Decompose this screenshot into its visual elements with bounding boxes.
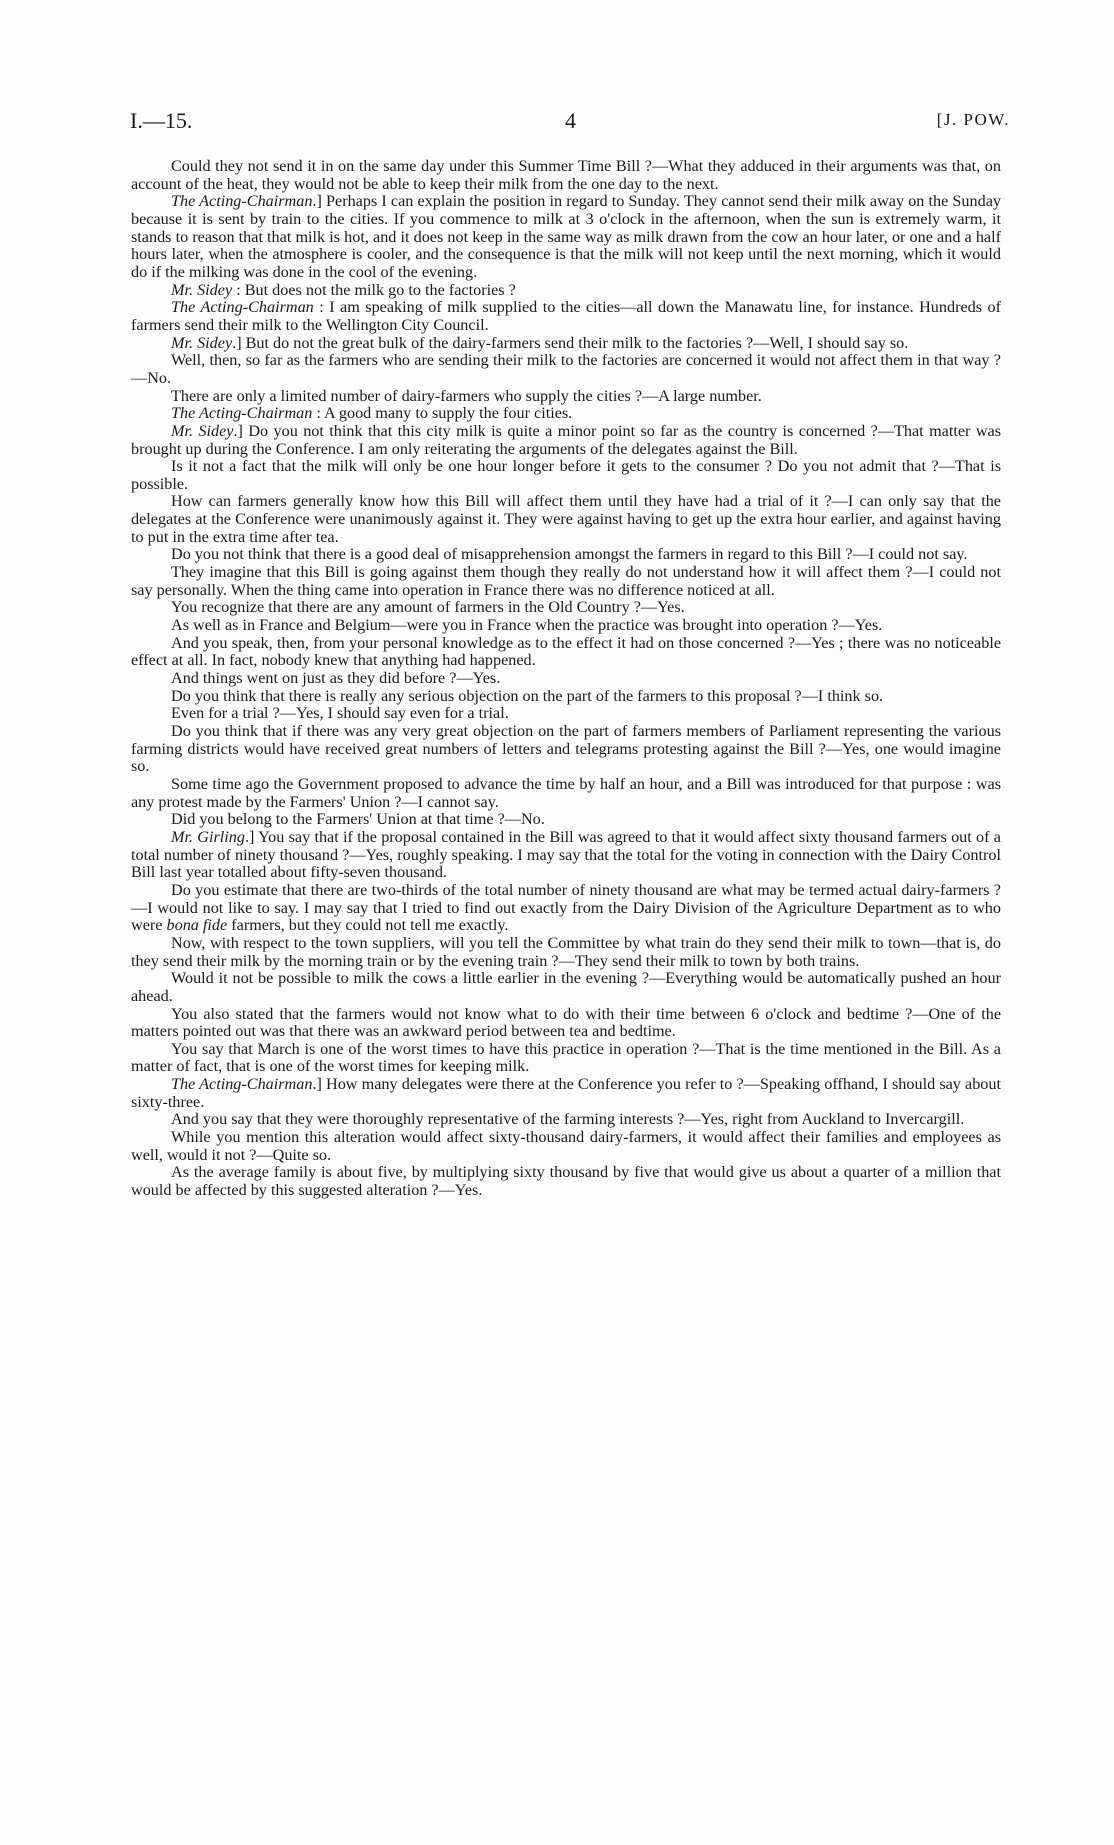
paragraph: Could they not send it in on the same day under this Summer Time Bill ?—What they adduced in their arguments was that, on account of the heat, they would not be able to keep their milk from the one day to the next. [131, 157, 1001, 193]
paragraph: Well, then, so far as the farmers who are sending their milk to the factories are concerned it would not affect them in that way ?—No. [131, 351, 1001, 387]
paragraph: Even for a trial ?—Yes, I should say even for a trial. [171, 704, 509, 723]
paragraph: How can farmers generally know how this Bill will affect them until they have had a trial of it ?—I can only say that the delegates at the Conference were unanimously against it. They were against having to get up the extra hour earlier, and against having to put in the extra time after tea. [131, 492, 1001, 546]
paragraph: Some time ago the Government proposed to advance the time by half an hour, and a Bill was introduced for that purpose : was any protest made by the Farmers' Union ?—I cannot say. [131, 774, 1001, 811]
page-number: 4 [565, 108, 576, 133]
paragraph: Would it not be possible to milk the cows a little earlier in the evening ?—Everything would be automatically pushed an hour ahead. [131, 969, 1001, 1005]
paragraph: While you mention this alteration would affect sixty-thousand dairy-farmers, it would affect their families and employees as well, would it not ?—Quite so. [131, 1128, 1001, 1164]
paragraph: Mr. Girling.] You say that if the proposal contained in the Bill was agreed to that it would affect sixty thousand farmers out of a total number of ninety thousand ?—Yes, roughly speaking. I may say that the total for the voting in connection with the Dairy Control Bill last year totalled about fifty-seven thousand. [131, 827, 1001, 882]
paragraph: Did you belong to the Farmers' Union at that time ?—No. [171, 810, 545, 829]
page-header [130, 108, 1010, 138]
paragraph: And you speak, then, from your personal knowledge as to the effect it had on those concerned ?—Yes ; there was no noticeable effect at all. In fact, nobody knew that anything had happened. [131, 633, 1001, 670]
paragraph: Do you estimate that there are two-thirds of the total number of ninety thousand are what may be termed actual dairy-farmers ?—I would not like to say. I may say that I tried to find out exactly from the Dairy Division of the Agriculture Department as to who were bona fide farmers, but they could not tell me exactly. [131, 880, 1001, 935]
paragraph: Mr. Sidey.] Do you not think that this city milk is quite a minor point so far as the country is concerned ?—That matter was brought up during the Conference. I am only reiterating the arguments of the delegates against the Bill. [131, 421, 1002, 458]
paragraph: Do you think that there is really any serious objection on the part of the farmers to this proposal ?—I think so. [171, 686, 884, 705]
paragraph: Mr. Sidey.] But do not the great bulk of the dairy-farmers send their milk to the factories ?—Well, I should say so. [171, 333, 909, 352]
paragraph: As the average family is about five, by multiplying sixty thousand by five that would give us about a quarter of a million that would be affected by this suggested alteration ?—Yes. [131, 1163, 1001, 1200]
paragraph: As well as in France and Belgium—were you in France when the practice was brought into operation ?—Yes. [171, 616, 883, 635]
paragraph: The Acting-Chairman : I am speaking of milk supplied to the cities—all down the Manawatu line, for instance. Hundreds of farmers send their milk to the Wellington City Council. [131, 298, 1001, 334]
paragraph: And things went on just as they did before ?—Yes. [171, 669, 501, 688]
paragraph: You recognize that there are any amount of farmers in the Old Country ?—Yes. [171, 598, 685, 617]
paragraph: Do you not think that there is a good deal of misapprehension amongst the farmers in regard to this Bill ?—I could not say. [171, 545, 968, 564]
paragraph: Do you think that if there was any very great objection on the part of farmers members of Parliament representing the various farming districts would have received great numbers of letters and telegrams protesting against the Bill ?—Yes, one would imagine so. [131, 722, 1001, 776]
paragraph: You say that March is one of the worst times to have this practice in operation ?—That is the time mentioned in the Bill. As a matter of fact, that is one of the worst times for keeping milk. [131, 1039, 1001, 1076]
paragraph: And you say that they were thoroughly representative of the farming interests ?—Yes, right from Auckland to Invercargill. [171, 1110, 965, 1129]
report-reference: I.—15. [130, 108, 193, 133]
paragraph: The Acting-Chairman.] Perhaps I can explain the position in regard to Sunday. They cannot send their milk away on the Sunday because it is sent by train to the cities. If you commence to milk at 3 o'clock in the afternoon, when the sun is extremely warm, it stands to reason that that milk is hot, and it does not keep in the same way as milk drawn from the cow an hour later, or one and a half hours later, when the atmosphere is cooler, and the consequence is that the milk will not keep until the next morning, which it would do if the milking was done in the cool of the evening. [131, 192, 1001, 281]
document-body [131, 158, 1001, 1200]
paragraph: Now, with respect to the town suppliers, will you tell the Committee by what train do they send their milk to town—that is, do they send their milk by the morning train or by the evening train ?—They send their milk to town by both trains. [131, 933, 1001, 970]
paragraph: Mr. Sidey : But does not the milk go to the factories ? [171, 280, 516, 299]
paragraph: Is it not a fact that the milk will only be one hour longer before it gets to the consumer ? Do you not admit that ?—That is possible. [131, 457, 1001, 493]
paragraph: They imagine that this Bill is going against them though they really do not understand how it will affect them ?—I could not say personally. When the thing came into operation in France there was no difference noticed at all. [131, 563, 1001, 599]
witness-reference: [J. POW. [936, 110, 1010, 129]
paragraph: The Acting-Chairman.] How many delegates were there at the Conference you refer to ?—Speaking offhand, I should say about sixty-three. [131, 1075, 1001, 1111]
paragraph: There are only a limited number of dairy-farmers who supply the cities ?—A large number. [171, 386, 762, 405]
paragraph: The Acting-Chairman : A good many to supply the four cities. [171, 404, 573, 423]
paragraph: You also stated that the farmers would not know what to do with their time between 6 o'clock and bedtime ?—One of the matters pointed out was that there was an awkward period between tea and bedtime. [131, 1004, 1001, 1041]
